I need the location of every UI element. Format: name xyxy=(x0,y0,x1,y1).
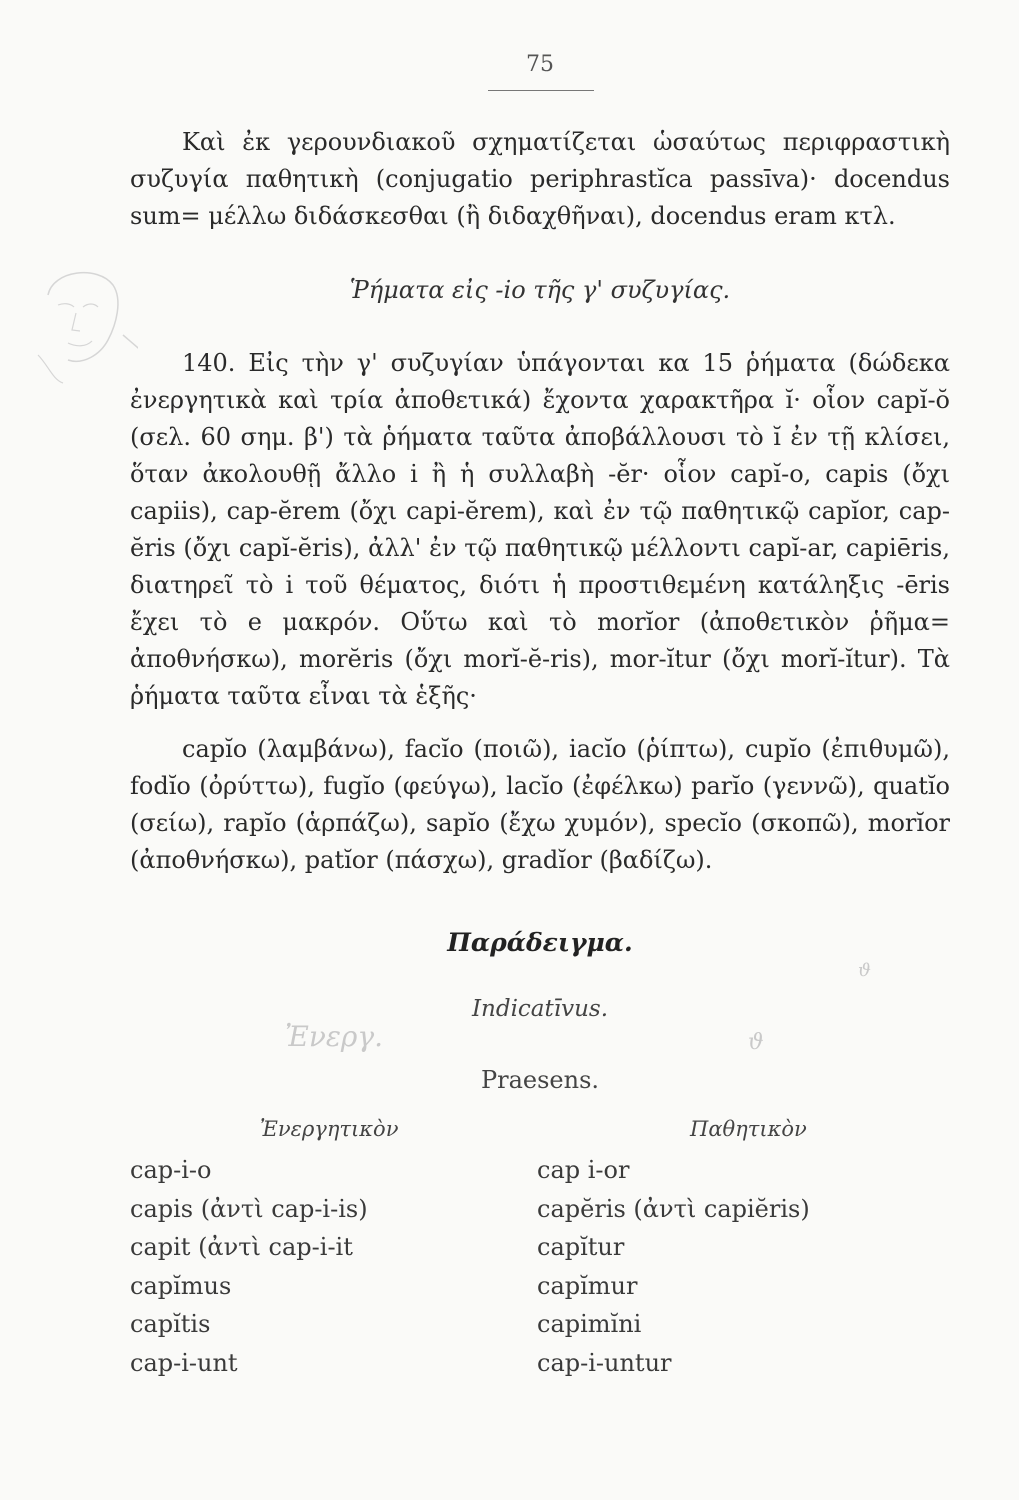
paragraph-140: 140. Εἰς τὴν γ' συζυγίαν ὑπάγονται κα 15 ῥήματα (δώδεκα ἐνεργητικὰ καὶ τρία ἀποθετικά) ἔχοντα χαρακτῆρα ĭ· οἷον capĭ-ŏ (σελ. 60 σημ. β') τὰ ῥήματα ταῦτα ἀποβάλλουσι τὸ ĭ ἐν τῇ κλίσει, ὅταν ἀκολουθῇ ἄλλο i ἢ ἡ συλλαβὴ -ĕr· οἷον capĭ-o, capis (ὄχι capiis), cap-ĕrem (ὄχι capi-ĕrem), καὶ ἐν τῷ παθητικῷ capĭor, cap-ĕris (ὄχι capĭ-ĕris), ἀλλ' ἐν τῷ παθητικῷ μέλλοντι capĭ-ar, capiēris, διατηρεῖ τὸ i τοῦ θέματος, διότι ἡ προστιθεμένη κατάληξις -ēris ἔχει τὸ e μακρόν. Οὕτω καὶ τὸ morĭor (ἀποθετικὸν ῥῆμα= ἀποθνήσκω), morĕris (ὄχι morĭ-ĕ-ris), mor-ĭtur (ὄχι morĭ-ĭtur). Τὰ ῥήματα ταῦτα εἶναι τὰ ἑξῆς· xyxy=(130,349,950,710)
active-form: capĭmus xyxy=(130,1271,232,1300)
active-form: capis (ἀντὶ cap-i-is) xyxy=(130,1194,368,1223)
intro-paragraph: Καὶ ἐκ γερουνδιακοῦ σχηματίζεται ὡσαύτως περιφραστικὴ συζυγία παθητικὴ (conjugatio periphrastĭca passīva)· docendus sum= μέλλω διδάσκεσθαι (ἢ διδαχθῆναι), docendus eram κτλ. xyxy=(130,128,950,230)
active-form: capĭtis xyxy=(130,1310,211,1338)
tense-title: Praesens. xyxy=(480,1066,600,1094)
passive-form: capĕris (ἀντὶ capiĕris) xyxy=(537,1194,810,1223)
passive-column-header: Παθητικὸν xyxy=(690,1117,807,1141)
active-form: cap-i-unt xyxy=(130,1348,238,1377)
mood-title: Indicatīvus. xyxy=(471,996,609,1022)
passive-form: cap i-or xyxy=(537,1156,630,1184)
margin-sketch-icon xyxy=(28,255,138,385)
active-column-header: Ἐνεργητικὸν xyxy=(260,1117,399,1141)
passive-form: cap-i-untur xyxy=(537,1348,672,1377)
section-heading: Ῥήματα εἰς -io τῆς γ' συζυγίας. xyxy=(349,276,731,304)
verb-list-paragraph: capĭo (λαμβάνω), facĭo (ποιῶ), iacĭo (ῥίπτω), cupĭo (ἐπιθυμῶ), fodĭo (ὀρύττω), fugĭo (φεύγω), lacĭo (ἐφέλκω) parĭo (γεννῶ), quatĭo (σείω), rapĭo (ἁρπάζω), sapĭo (ἔχω χυμόν), specĭo (σκοπῶ), morĭor (ἀποθνήσκω), patĭor (πάσχω), gradĭor (βαδίζω). xyxy=(130,735,950,874)
passive-form: capimĭni xyxy=(537,1310,642,1338)
pencil-annotation: ϑ xyxy=(748,1030,764,1055)
page-number: 75 xyxy=(526,52,554,77)
active-forms-list xyxy=(130,1151,368,1382)
page-number-rule xyxy=(488,90,594,91)
passive-forms-list xyxy=(537,1151,810,1382)
active-form: capit (ἀντὶ cap-i-it xyxy=(130,1233,353,1261)
passive-form: capĭmur xyxy=(537,1271,638,1300)
pencil-annotation: ϑ xyxy=(858,960,871,981)
active-form: cap-i-o xyxy=(130,1156,212,1184)
pencil-annotation: Ἐνεργ. xyxy=(285,1020,384,1053)
passive-form: capĭtur xyxy=(537,1233,625,1261)
paradigm-title: Παράδειγμα. xyxy=(447,928,633,957)
